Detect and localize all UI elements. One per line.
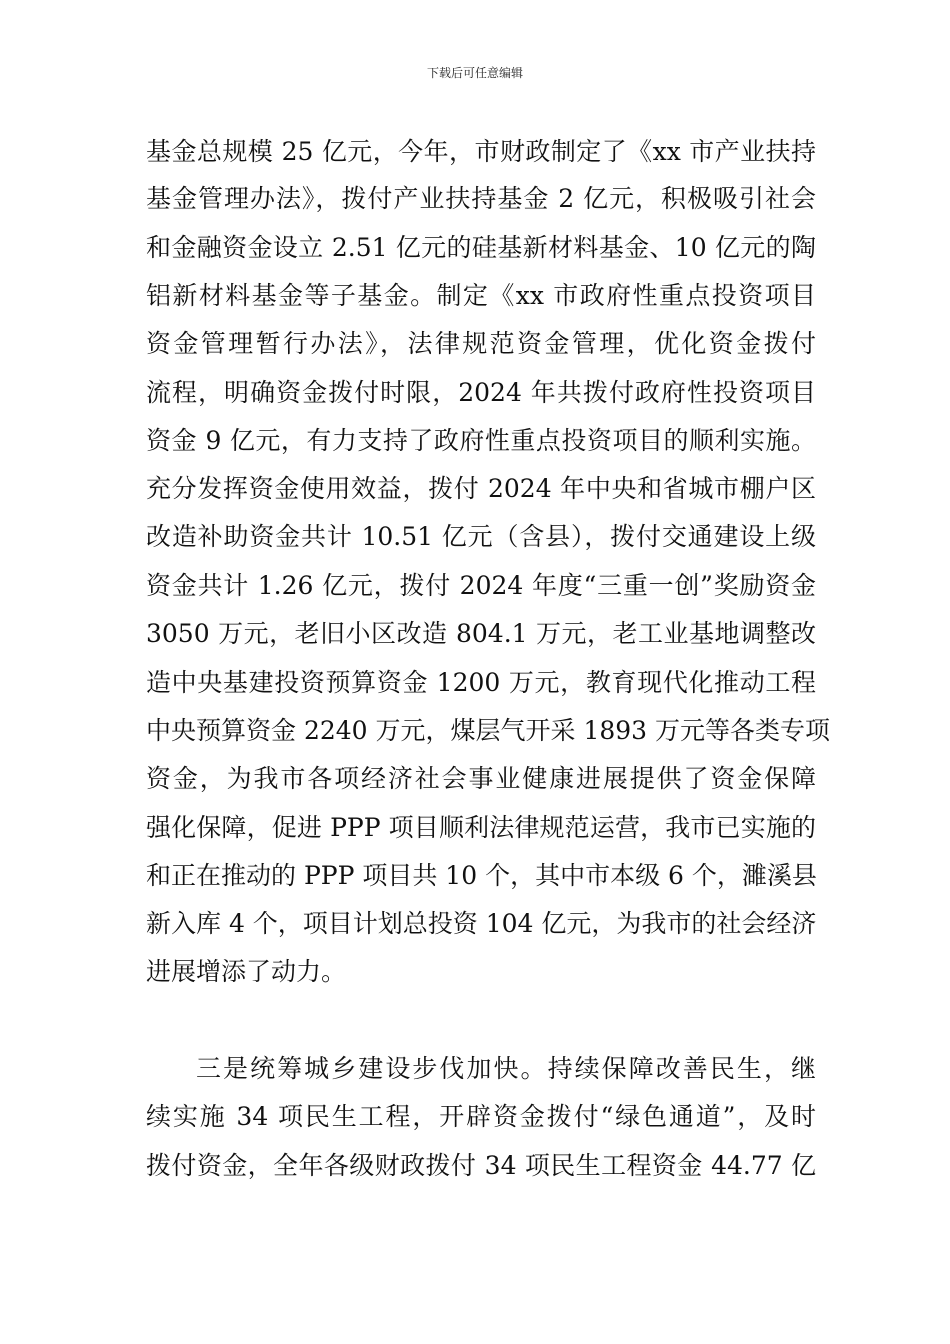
body-text-line: 资金，为我市各项经济社会事业健康进展提供了资金保障 — [146, 764, 816, 793]
body-text-line: 3050 万元，老旧小区改造 804.1 万元，老工业基地调整改 — [146, 619, 816, 648]
body-text-line: 进展增添了动力。 — [146, 957, 347, 986]
body-text-line: 资金 9 亿元，有力支持了政府性重点投资项目的顺利实施。 — [146, 426, 816, 455]
body-text-line: 续实施 34 项民生工程，开辟资金拨付“绿色通道”，及时 — [146, 1102, 816, 1131]
body-text-line: 中央预算资金 2240 万元，煤层气开采 1893 万元等各类专项 — [146, 716, 831, 745]
body-text-line: 三是统筹城乡建设步伐加快。持续保障改善民生，继 — [196, 1054, 816, 1083]
body-text-line: 充分发挥资金使用效益，拨付 2024 年中央和省城市棚户区 — [146, 474, 816, 503]
body-text-line: 改造补助资金共计 10.51 亿元（含县），拨付交通建设上级 — [146, 522, 816, 551]
body-text-line: 铝新材料基金等子基金。制定《xx 市政府性重点投资项目 — [146, 281, 816, 310]
body-text-line: 资金管理暂行办法》，法律规范资金管理，优化资金拨付 — [146, 329, 816, 358]
body-text-line: 拨付资金，全年各级财政拨付 34 项民生工程资金 44.77 亿 — [146, 1151, 816, 1180]
page-header: 下载后可任意编辑 — [426, 66, 523, 80]
body-text-line: 基金管理办法》，拨付产业扶持基金 2 亿元，积极吸引社会 — [146, 184, 816, 213]
body-text-line: 强化保障，促进 PPP 项目顺利法律规范运营，我市已实施的 — [146, 813, 816, 842]
body-text-line: 新入库 4 个，项目计划总投资 104 亿元，为我市的社会经济 — [146, 909, 817, 938]
body-text-line: 和金融资金设立 2.51 亿元的硅基新材料基金、10 亿元的陶 — [146, 233, 816, 262]
body-text-line: 基金总规模 25 亿元，今年，市财政制定了《xx 市产业扶持 — [146, 137, 816, 166]
body-text-line: 造中央基建投资预算资金 1200 万元，教育现代化推动工程 — [146, 668, 816, 697]
body-text-line: 和正在推动的 PPP 项目共 10 个，其中市本级 6 个，濉溪县 — [146, 861, 817, 890]
body-text-line: 流程，明确资金拨付时限，2024 年共拨付政府性投资项目 — [146, 378, 816, 407]
body-text-line: 资金共计 1.26 亿元，拨付 2024 年度“三重一创”奖励资金 — [146, 571, 816, 600]
